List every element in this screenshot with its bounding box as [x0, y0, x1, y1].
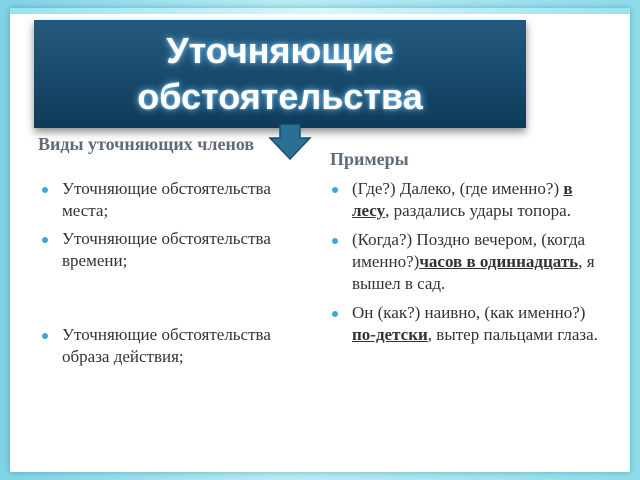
types-heading: Виды уточняющих членов	[38, 134, 255, 154]
example-pre: (Где?) Далеко, (где именно?)	[352, 179, 564, 198]
bullet-dot-icon	[42, 187, 48, 193]
type-text: Уточняющие обстоятельства времени;	[62, 229, 271, 270]
bullet-dot-icon	[332, 238, 338, 244]
example-pre: (Когда?) Поздно вечером, (когда именно?)	[352, 230, 586, 271]
example-emphasis: часов в одиннадцать	[419, 252, 579, 271]
example-emphasis: в лесу	[352, 179, 573, 220]
bullet-dot-icon	[42, 333, 48, 339]
bullet-dot-icon	[332, 311, 338, 317]
example-post: , я вышел в сад.	[352, 252, 595, 293]
examples-heading: Примеры	[330, 149, 409, 169]
example-post: , вытер пальцами глаза.	[427, 325, 598, 344]
list-item	[328, 302, 608, 346]
bullet-dot-icon	[42, 237, 48, 243]
slide-title: Уточняющие обстоятельства	[137, 30, 423, 117]
list-item	[38, 178, 308, 222]
example-post: , раздались удары топора.	[385, 201, 571, 220]
example-text	[352, 230, 595, 293]
title-banner	[34, 20, 526, 128]
down-arrow-icon	[268, 124, 312, 160]
types-list	[38, 178, 308, 374]
example-pre: Он (как?) наивно, (как именно?)	[352, 303, 586, 322]
type-text: Уточняющие обстоятельства места;	[62, 179, 271, 220]
example-text	[352, 179, 573, 220]
type-text: Уточняющие обстоятельства образа действия;	[62, 325, 271, 366]
example-emphasis: по-детски	[352, 325, 428, 344]
list-item	[328, 229, 608, 295]
example-text	[352, 303, 598, 344]
examples-list	[328, 178, 608, 353]
list-item	[328, 178, 608, 222]
list-item	[38, 324, 308, 368]
list-item	[38, 228, 308, 272]
bullet-dot-icon	[332, 187, 338, 193]
